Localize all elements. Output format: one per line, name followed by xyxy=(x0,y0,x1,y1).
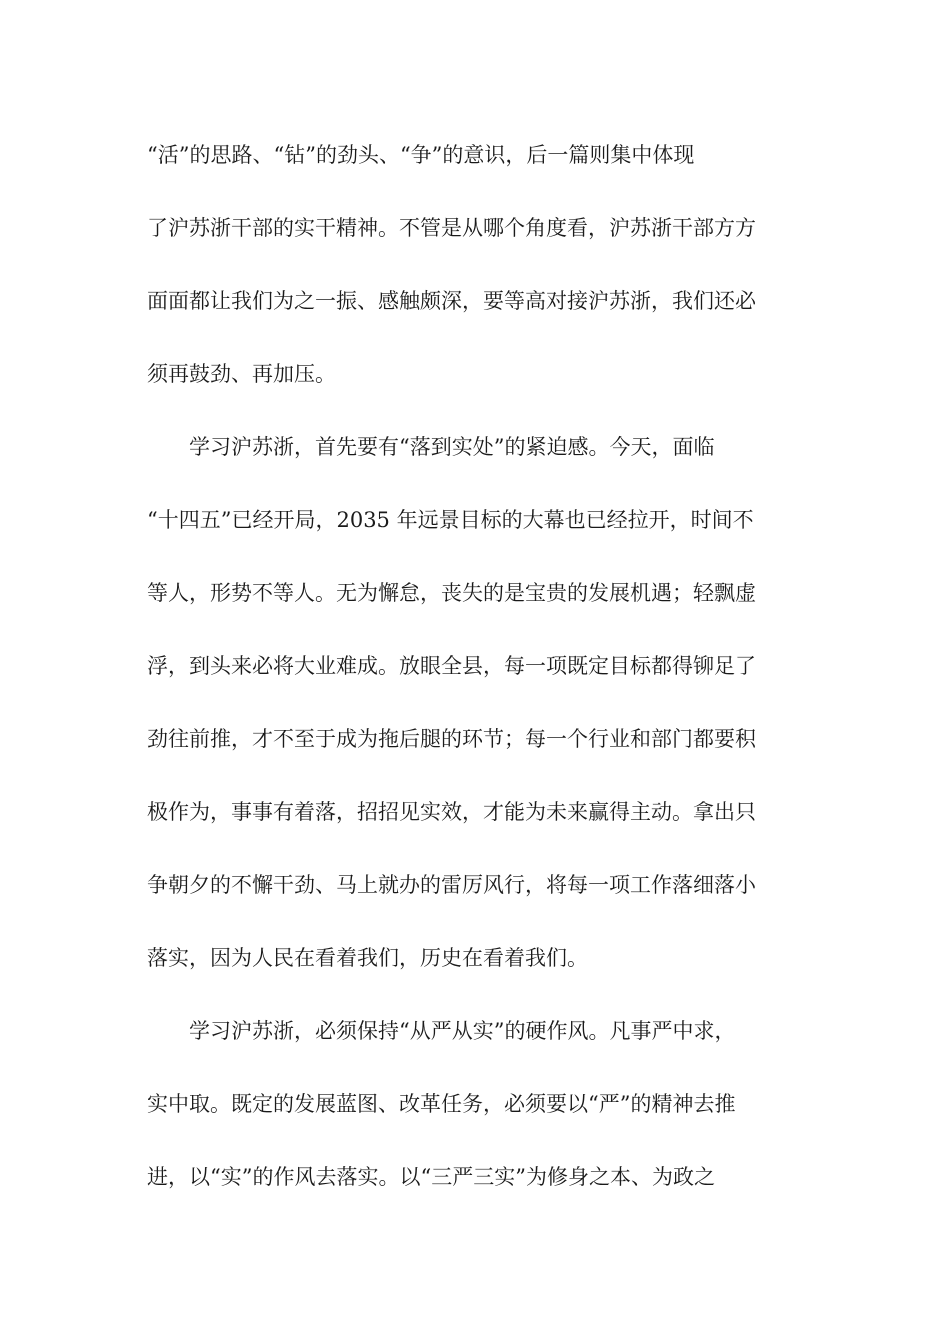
text-line: 浮，到头来必将大业难成。放眼全县，每一项既定目标都得铆足了 xyxy=(147,654,756,678)
text-line: 争朝夕的不懈干劲、马上就办的雷厉风行，将每一项工作落细落小 xyxy=(147,873,756,897)
text-line: “十四五”已经开局，2035 年远景目标的大幕也已经拉开，时间不 xyxy=(147,508,754,532)
text-line: 进，以“实”的作风去落实。以“三严三实”为修身之本、为政之 xyxy=(147,1165,715,1189)
text-line: 须再鼓劲、再加压。 xyxy=(147,362,336,386)
text-line: 面面都让我们为之一振、感触颇深，要等高对接沪苏浙，我们还必 xyxy=(147,289,756,313)
text-line: 劲往前推，才不至于成为拖后腿的环节；每一个行业和部门都要积 xyxy=(147,727,756,751)
text-line: 了沪苏浙干部的实干精神。不管是从哪个角度看，沪苏浙干部方方 xyxy=(147,216,756,240)
text-line: 等人，形势不等人。无为懈怠，丧失的是宝贵的发展机遇；轻飘虚 xyxy=(147,581,756,605)
text-line: “活”的思路、“钻”的劲头、“争”的意识，后一篇则集中体现 xyxy=(147,143,695,167)
text-line: 实中取。既定的发展蓝图、改革任务，必须要以“严”的精神去推 xyxy=(147,1092,736,1116)
paragraph-first-line: 学习沪苏浙，首先要有“落到实处”的紧迫感。今天，面临 xyxy=(189,435,715,459)
text-line: 落实，因为人民在看着我们，历史在看着我们。 xyxy=(147,946,588,970)
paragraph-first-line: 学习沪苏浙，必须保持“从严从实”的硬作风。凡事严中求， xyxy=(189,1019,736,1043)
text-line: 极作为，事事有着落，招招见实效，才能为未来赢得主动。拿出只 xyxy=(147,800,756,824)
